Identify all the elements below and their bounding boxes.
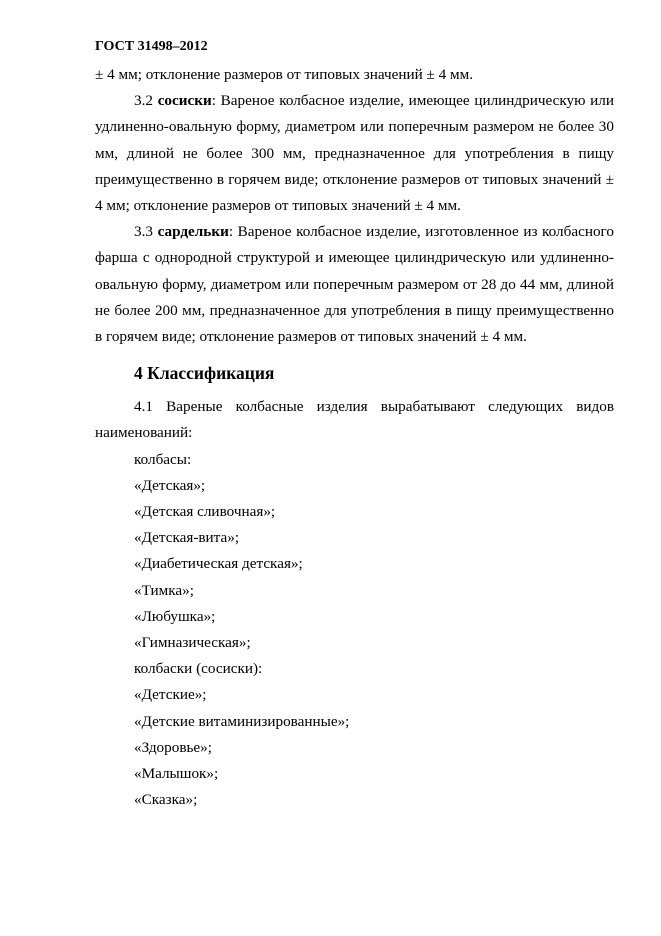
definition-sardelki: [95, 219, 614, 350]
section-intro: 4.1 Вареные колбасные изделия вырабатывают следующих видов наименований:: [95, 398, 614, 442]
list-item: «Малышок»;: [134, 765, 219, 783]
list-item: «Детские»;: [134, 686, 207, 704]
definition-sosiski: [95, 88, 614, 219]
document-body: [95, 62, 614, 813]
list-item: «Диабетическая детская»;: [134, 555, 303, 573]
definition-text: : Вареное колбасное изделие, изготовленное из колбасного фарша с однородной структурой и имеющее цилиндрическую или удлиненно-овальную форму, диаметром или поперечным размером от 28 до 44 мм, длиной не более 200 мм, предназначенное для употребления в пищу преимущественно в горячем виде; отклонение размеров от типовых значений ± 4 мм.: [95, 223, 615, 346]
list-item: «Гимназическая»;: [134, 634, 251, 652]
list-item: «Любушка»;: [134, 607, 216, 625]
clause-number: 3.3: [134, 223, 158, 241]
list-item: «Детская-вита»;: [134, 529, 240, 547]
list-item: «Детская»;: [134, 476, 206, 494]
definition-text: : Вареное колбасное изделие, имеющее цилиндрическую или удлиненно-овальную форму, диаметром или поперечным размером не более 30 мм, длиной не более 300 мм, предназначенное для употребления в пищу преимущественно в горячем виде; отклонение размеров от типовых значений ± 4 мм; отклонение размеров от типовых значений ± 4 мм.: [95, 92, 614, 215]
clause-number: 3.2: [134, 92, 158, 110]
term-sardelki: сардельки: [157, 223, 229, 241]
product-list: [95, 447, 614, 814]
list-item: колбасы:: [134, 450, 192, 468]
section-heading: 4 Классификация: [134, 363, 275, 384]
list-item: «Детские витаминизированные»;: [134, 712, 350, 730]
paragraph-continuation: ± 4 мм; отклонение размеров от типовых значений ± 4 мм.: [95, 66, 474, 83]
list-item: «Здоровье»;: [134, 738, 212, 756]
list-item: «Детская сливочная»;: [134, 503, 276, 521]
list-item: колбаски (сосиски):: [134, 660, 263, 678]
list-item: «Тимка»;: [134, 581, 194, 599]
standard-number: ГОСТ 31498–2012: [95, 39, 208, 54]
list-item: «Сказка»;: [134, 791, 198, 809]
term-sosiski: сосиски: [157, 92, 212, 110]
